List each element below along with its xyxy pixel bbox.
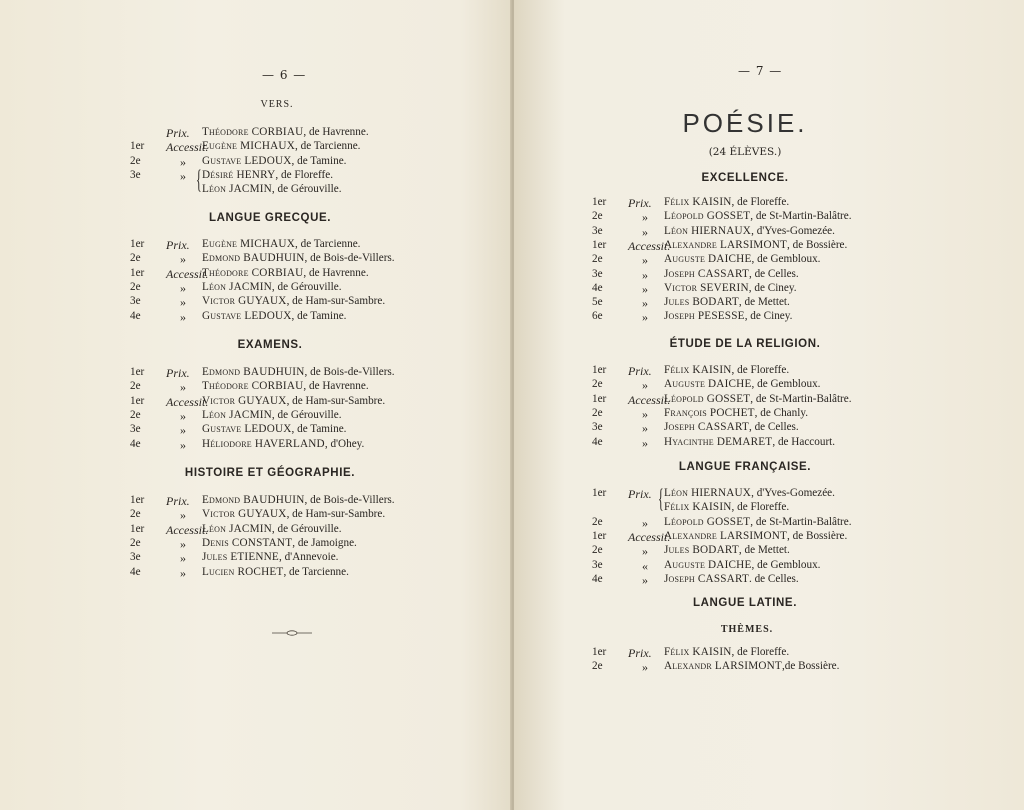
student-name: Léon JACMIN: [202, 183, 272, 196]
award-label: »: [642, 267, 648, 282]
student-name: Edmond BAUDHUIN: [202, 252, 305, 265]
student-name: Victor GUYAUX: [202, 508, 287, 521]
student-entry: [664, 253, 820, 265]
subsection-heading: THÈMES.: [720, 624, 774, 635]
award-label: »: [180, 508, 186, 523]
student-entry: [664, 196, 789, 208]
student-entry: [202, 140, 360, 152]
student-origin: , de Mettet.: [738, 544, 790, 557]
student-entry: [202, 310, 346, 322]
student-name: Félix KAISIN: [664, 364, 732, 376]
list-item: [130, 508, 430, 522]
list-item: [130, 252, 430, 266]
student-origin: , de Ciney.: [744, 310, 793, 323]
student-origin: , de Bossière.: [787, 238, 848, 251]
student-origin: , de Haccourt.: [772, 435, 836, 448]
rank-label: 4e: [130, 309, 141, 322]
award-label: Prix.: [166, 238, 190, 252]
rank-label: 2e: [130, 252, 141, 265]
rank-label: 1er: [592, 646, 607, 658]
rank-label: 2e: [130, 380, 141, 393]
list-item: [130, 366, 430, 380]
student-entry: [202, 551, 338, 563]
list-item: [592, 196, 892, 210]
list-item: [130, 295, 430, 309]
award-label: »: [642, 421, 648, 436]
student-name: Jules ETIENNE: [202, 551, 279, 564]
student-origin: , de Gembloux.: [751, 558, 821, 571]
tie-brace-icon: {: [658, 484, 664, 513]
rank-label: 1er: [592, 196, 607, 208]
award-label: Accessit.: [166, 522, 209, 537]
student-entry: [664, 421, 799, 433]
award-label: »: [180, 309, 186, 324]
rank-label: 2e: [592, 544, 603, 557]
student-entry: [664, 239, 847, 251]
list-item: [130, 267, 430, 281]
rank-label: 2e: [592, 515, 603, 528]
student-name: Léopold GOSSET: [664, 392, 751, 405]
student-origin: , de Gérouville.: [271, 408, 342, 421]
list-item: [130, 155, 430, 169]
list-item: [130, 523, 430, 537]
rank-label: 2e: [592, 660, 603, 673]
student-origin: , de Tarcienne.: [295, 140, 361, 153]
student-origin: , de Floreffe.: [731, 501, 790, 514]
rank-label: 3e: [592, 267, 603, 280]
student-entry: [664, 364, 789, 376]
award-label: Prix.: [166, 126, 190, 140]
student-origin: , de Ham-sur-Sambre.: [286, 295, 386, 308]
rank-label: 6e: [592, 310, 603, 323]
student-origin: , d'Annevoie.: [278, 551, 339, 564]
award-label: »: [180, 423, 186, 438]
list-item: [592, 225, 892, 239]
student-name: Gustave LEDOUX: [202, 309, 292, 322]
student-origin: , de St-Martin-Balâtre.: [750, 392, 852, 405]
award-label: »: [642, 210, 648, 225]
rank-label: 1er: [592, 487, 607, 499]
student-name: Alexandr LARSIMONT: [664, 660, 782, 673]
award-label: »: [642, 435, 648, 450]
student-entry: [202, 523, 342, 535]
list-item: [130, 380, 430, 394]
award-label: »: [180, 565, 186, 580]
student-origin: , de Floreffe.: [731, 646, 790, 658]
student-origin: , de Jamoigne.: [292, 536, 357, 549]
award-label: Accessit.: [628, 529, 671, 544]
student-entry: [664, 393, 852, 405]
rank-label: 2e: [592, 253, 603, 266]
student-entry: [202, 409, 342, 421]
student-name: Héliodore HAVERLAND: [202, 437, 325, 450]
student-name: Léon JACMIN: [202, 408, 272, 421]
student-entry: [664, 544, 790, 556]
student-origin: , de Chanly.: [754, 406, 808, 419]
student-origin: , d'Yves-Gomezée.: [751, 487, 835, 499]
award-label: Accessit.: [166, 394, 209, 409]
rank-label: 1er: [130, 140, 145, 153]
student-origin: , de Celles.: [748, 421, 799, 434]
rank-label: 2e: [130, 280, 141, 293]
rank-label: 1er: [130, 366, 145, 378]
award-label: »: [180, 295, 186, 310]
rank-label: 2e: [130, 408, 141, 421]
list-item: [592, 282, 892, 296]
student-name: Léopold GOSSET: [664, 210, 751, 223]
award-label: »: [180, 551, 186, 566]
rank-label: 2e: [592, 378, 603, 391]
student-count: (24 ÉLÈVES.): [708, 146, 782, 158]
rank-label: 3e: [130, 295, 141, 308]
student-name: Joseph CASSART: [664, 421, 749, 434]
list-item: [130, 126, 430, 140]
list-item: [592, 573, 892, 587]
rank-label: 1er: [592, 392, 607, 405]
list-item: [130, 140, 430, 154]
student-name: Félix KAISIN: [664, 646, 732, 658]
list-item: [130, 169, 430, 183]
student-entry: [664, 282, 797, 294]
list-item: [130, 395, 430, 409]
list-item: [130, 423, 430, 437]
section-heading: HISTOIRE ET GÉOGRAPHIE.: [184, 467, 356, 479]
rank-label: 4e: [592, 281, 603, 294]
list-item: [592, 268, 892, 282]
award-label: »: [180, 168, 186, 183]
student-name: Léon HIERNAUX: [664, 487, 752, 499]
student-entry: [202, 423, 346, 435]
list-item: [592, 210, 892, 224]
list-item: [592, 239, 892, 253]
student-origin: , de Bossière.: [787, 529, 848, 542]
list-item: [592, 660, 892, 674]
award-label: Prix.: [166, 366, 190, 380]
rank-label: 3e: [592, 421, 603, 434]
student-name: Auguste DAICHE: [664, 253, 752, 266]
student-entry: [664, 210, 852, 222]
student-entry: [664, 487, 835, 499]
student-name: Denis CONSTANT: [202, 536, 293, 549]
student-origin: , de Tamine.: [291, 309, 347, 322]
rank-label: 1er: [130, 394, 145, 407]
student-entry: [202, 183, 342, 195]
student-origin: , de Bois-de-Villers.: [304, 494, 395, 506]
student-entry: [664, 436, 835, 448]
rank-label: 2e: [130, 508, 141, 521]
student-name: Eugène MICHAUX: [202, 140, 295, 153]
student-origin: , de Mettet.: [738, 296, 790, 309]
rank-label: 1er: [592, 238, 607, 251]
page-title-right: POÉSIE.: [682, 108, 808, 138]
student-name: Joseph CASSART: [664, 572, 749, 585]
rank-label: 2e: [592, 210, 603, 223]
list-item: [592, 310, 892, 324]
student-entry: [664, 646, 789, 658]
section-heading: LANGUE GRECQUE.: [208, 212, 332, 224]
page-title-left: VERS.: [260, 99, 294, 110]
student-entry: [664, 378, 820, 390]
student-origin: , de St-Martin-Balâtre.: [750, 515, 852, 528]
list-item: [130, 494, 430, 508]
student-origin: , de Gembloux.: [751, 253, 821, 266]
list-item: [592, 378, 892, 392]
award-label: »: [642, 224, 648, 239]
student-name: François POCHET: [664, 406, 755, 419]
award-label: »: [180, 437, 186, 452]
list-item: [592, 364, 892, 378]
rank-label: 3e: [130, 551, 141, 564]
award-label: »: [180, 380, 186, 395]
student-origin: , de Gérouville.: [271, 280, 342, 293]
student-entry: [202, 281, 342, 293]
list-item: [592, 501, 892, 515]
student-entry: [202, 566, 349, 578]
student-entry: [664, 501, 789, 513]
student-name: Victor SEVERIN: [664, 281, 749, 294]
student-entry: [664, 530, 847, 542]
student-name: Alexandre LARSIMONT: [664, 238, 788, 251]
student-entry: [664, 296, 790, 308]
rank-label: 1er: [592, 364, 607, 376]
rank-label: 2e: [592, 406, 603, 419]
student-entry: [202, 438, 364, 450]
award-label: Accessit.: [628, 238, 671, 253]
award-label: Accessit.: [166, 266, 209, 281]
list-item: [130, 310, 430, 324]
student-name: Léon HIERNAUX: [664, 224, 752, 237]
student-origin: , de Floreffe.: [731, 364, 790, 376]
student-origin: , de Celles.: [748, 267, 799, 280]
student-name: Gustave LEDOUX: [202, 154, 292, 167]
student-entry: [202, 380, 369, 392]
rank-label: 5e: [592, 296, 603, 309]
rank-label: 4e: [592, 435, 603, 448]
student-origin: , de Ham-sur-Sambre.: [286, 508, 386, 521]
student-name: Edmond BAUDHUIN: [202, 494, 305, 506]
student-origin: , de Gembloux.: [751, 378, 821, 391]
student-origin: , de Tamine.: [291, 154, 347, 167]
list-item: [130, 409, 430, 423]
award-label: Prix.: [628, 196, 652, 210]
student-entry: [202, 169, 333, 181]
section-heading: LANGUE FRANÇAISE.: [678, 461, 812, 473]
student-origin: , de Ham-sur-Sambre.: [286, 394, 386, 407]
award-label: «: [642, 558, 648, 573]
rank-label: 3e: [130, 423, 141, 436]
list-item: [592, 407, 892, 421]
rank-label: 3e: [130, 168, 141, 181]
student-origin: ,de Bossière.: [781, 660, 840, 673]
student-entry: [202, 155, 346, 167]
ornament-divider: [272, 630, 312, 636]
student-name: Hyacinthe DEMARET: [664, 435, 773, 448]
student-name: Joseph CASSART: [664, 267, 749, 280]
student-name: Jules BODART: [664, 296, 739, 309]
student-name: Théodore CORBIAU: [202, 266, 304, 279]
rank-label: 4e: [130, 565, 141, 578]
rank-label: 4e: [592, 572, 603, 585]
student-entry: [202, 366, 395, 378]
award-label: Prix.: [628, 364, 652, 378]
award-label: »: [180, 408, 186, 423]
award-label: »: [180, 280, 186, 295]
tie-brace-icon: {: [196, 165, 202, 194]
student-entry: [202, 494, 395, 506]
award-label: »: [642, 296, 648, 311]
student-origin: , de Havrenne.: [303, 380, 369, 393]
student-name: Victor GUYAUX: [202, 394, 287, 407]
student-origin: , de Tarcienne.: [283, 565, 349, 578]
student-origin: , de Bois-de-Villers.: [304, 366, 395, 378]
student-name: Théodore CORBIAU: [202, 126, 304, 138]
student-name: Léopold GOSSET: [664, 515, 751, 528]
student-entry: [202, 252, 395, 264]
student-origin: , de Bois-de-Villers.: [304, 252, 395, 265]
student-origin: , de St-Martin-Balâtre.: [750, 210, 852, 223]
section-heading: LANGUE LATINE.: [692, 597, 798, 609]
rank-label: 3e: [592, 224, 603, 237]
student-origin: , de Ciney.: [748, 281, 797, 294]
student-name: Lucien ROCHET: [202, 565, 284, 578]
award-label: »: [642, 281, 648, 296]
student-name: Jules BODART: [664, 544, 739, 557]
student-entry: [202, 395, 385, 407]
award-label: »: [642, 406, 648, 421]
student-name: Eugène MICHAUX: [202, 238, 295, 250]
list-item: [592, 544, 892, 558]
list-item: [592, 559, 892, 573]
student-origin: , de Gérouville.: [271, 183, 342, 196]
award-label: »: [180, 252, 186, 267]
student-entry: [202, 126, 369, 138]
award-label: Prix.: [166, 494, 190, 508]
student-origin: , d'Yves-Gomezée.: [751, 224, 835, 237]
section-heading: ÉTUDE DE LA RELIGION.: [669, 338, 821, 350]
rank-label: 2e: [130, 154, 141, 167]
list-item: [592, 530, 892, 544]
student-entry: [664, 407, 808, 419]
student-entry: [202, 267, 369, 279]
list-item: [130, 537, 430, 551]
student-origin: , de Havrenne.: [303, 266, 369, 279]
award-label: »: [642, 253, 648, 268]
list-item: [592, 296, 892, 310]
award-label: »: [642, 572, 648, 587]
student-entry: [664, 225, 835, 237]
student-name: Auguste DAICHE: [664, 378, 752, 391]
student-entry: [664, 516, 852, 528]
student-origin: , de Gérouville.: [271, 522, 342, 535]
student-entry: [202, 295, 385, 307]
rank-label: 1er: [130, 238, 145, 250]
award-label: »: [642, 310, 648, 325]
award-label: »: [642, 515, 648, 530]
student-entry: [202, 508, 385, 520]
rank-label: 1er: [130, 266, 145, 279]
student-origin: , de Tarcienne.: [295, 238, 361, 250]
list-item: [592, 487, 892, 501]
student-entry: [664, 559, 820, 571]
award-label: »: [180, 154, 186, 169]
student-name: Félix KAISIN: [664, 196, 732, 208]
award-label: »: [642, 378, 648, 393]
list-item: [130, 183, 430, 197]
page-number-left: — 6 —: [262, 68, 307, 82]
student-origin: , de Tamine.: [291, 423, 347, 436]
list-item: [130, 551, 430, 565]
student-name: Théodore CORBIAU: [202, 380, 304, 393]
student-entry: [202, 537, 357, 549]
award-label: »: [642, 544, 648, 559]
student-name: Auguste DAICHE: [664, 558, 752, 571]
student-entry: [202, 238, 360, 250]
list-item: [592, 393, 892, 407]
list-item: [592, 253, 892, 267]
student-origin: , d'Ohey.: [324, 437, 365, 450]
list-item: [592, 436, 892, 450]
rank-label: 2e: [130, 536, 141, 549]
award-label: Prix.: [628, 646, 652, 660]
list-item: [592, 516, 892, 530]
student-name: Léon JACMIN: [202, 280, 272, 293]
award-label: Prix.: [628, 487, 652, 501]
award-label: »: [642, 660, 648, 675]
rank-label: 4e: [130, 437, 141, 450]
award-label: Accessit.: [166, 140, 209, 155]
student-origin: . de Celles.: [748, 572, 799, 585]
list-item: [130, 281, 430, 295]
award-label: »: [180, 536, 186, 551]
student-origin: , de Havrenne.: [303, 126, 369, 138]
rank-label: 1er: [130, 522, 145, 535]
student-origin: , de Floreffe.: [275, 168, 333, 181]
student-origin: , de Floreffe.: [731, 196, 790, 208]
student-entry: [664, 660, 839, 672]
student-entry: [664, 268, 799, 280]
rank-label: 1er: [130, 494, 145, 506]
student-entry: [664, 573, 799, 585]
student-name: Edmond BAUDHUIN: [202, 366, 305, 378]
list-item: [130, 438, 430, 452]
list-item: [130, 566, 430, 580]
section-heading: EXAMENS.: [237, 339, 303, 351]
section-heading: EXCELLENCE.: [701, 172, 789, 184]
student-entry: [664, 310, 792, 322]
student-name: Gustave LEDOUX: [202, 423, 292, 436]
student-name: Désiré HENRY: [202, 168, 276, 181]
list-item: [130, 238, 430, 252]
student-name: Alexandre LARSIMONT: [664, 529, 788, 542]
list-item: [592, 421, 892, 435]
student-name: Léon JACMIN: [202, 522, 272, 535]
student-name: Victor GUYAUX: [202, 295, 287, 308]
rank-label: 3e: [592, 558, 603, 571]
award-label: Accessit.: [628, 392, 671, 407]
student-name: Joseph PESESSE: [664, 310, 745, 323]
rank-label: 1er: [592, 529, 607, 542]
page-number-right: — 7 —: [738, 64, 783, 78]
student-name: Félix KAISIN: [664, 501, 732, 514]
list-item: [592, 646, 892, 660]
